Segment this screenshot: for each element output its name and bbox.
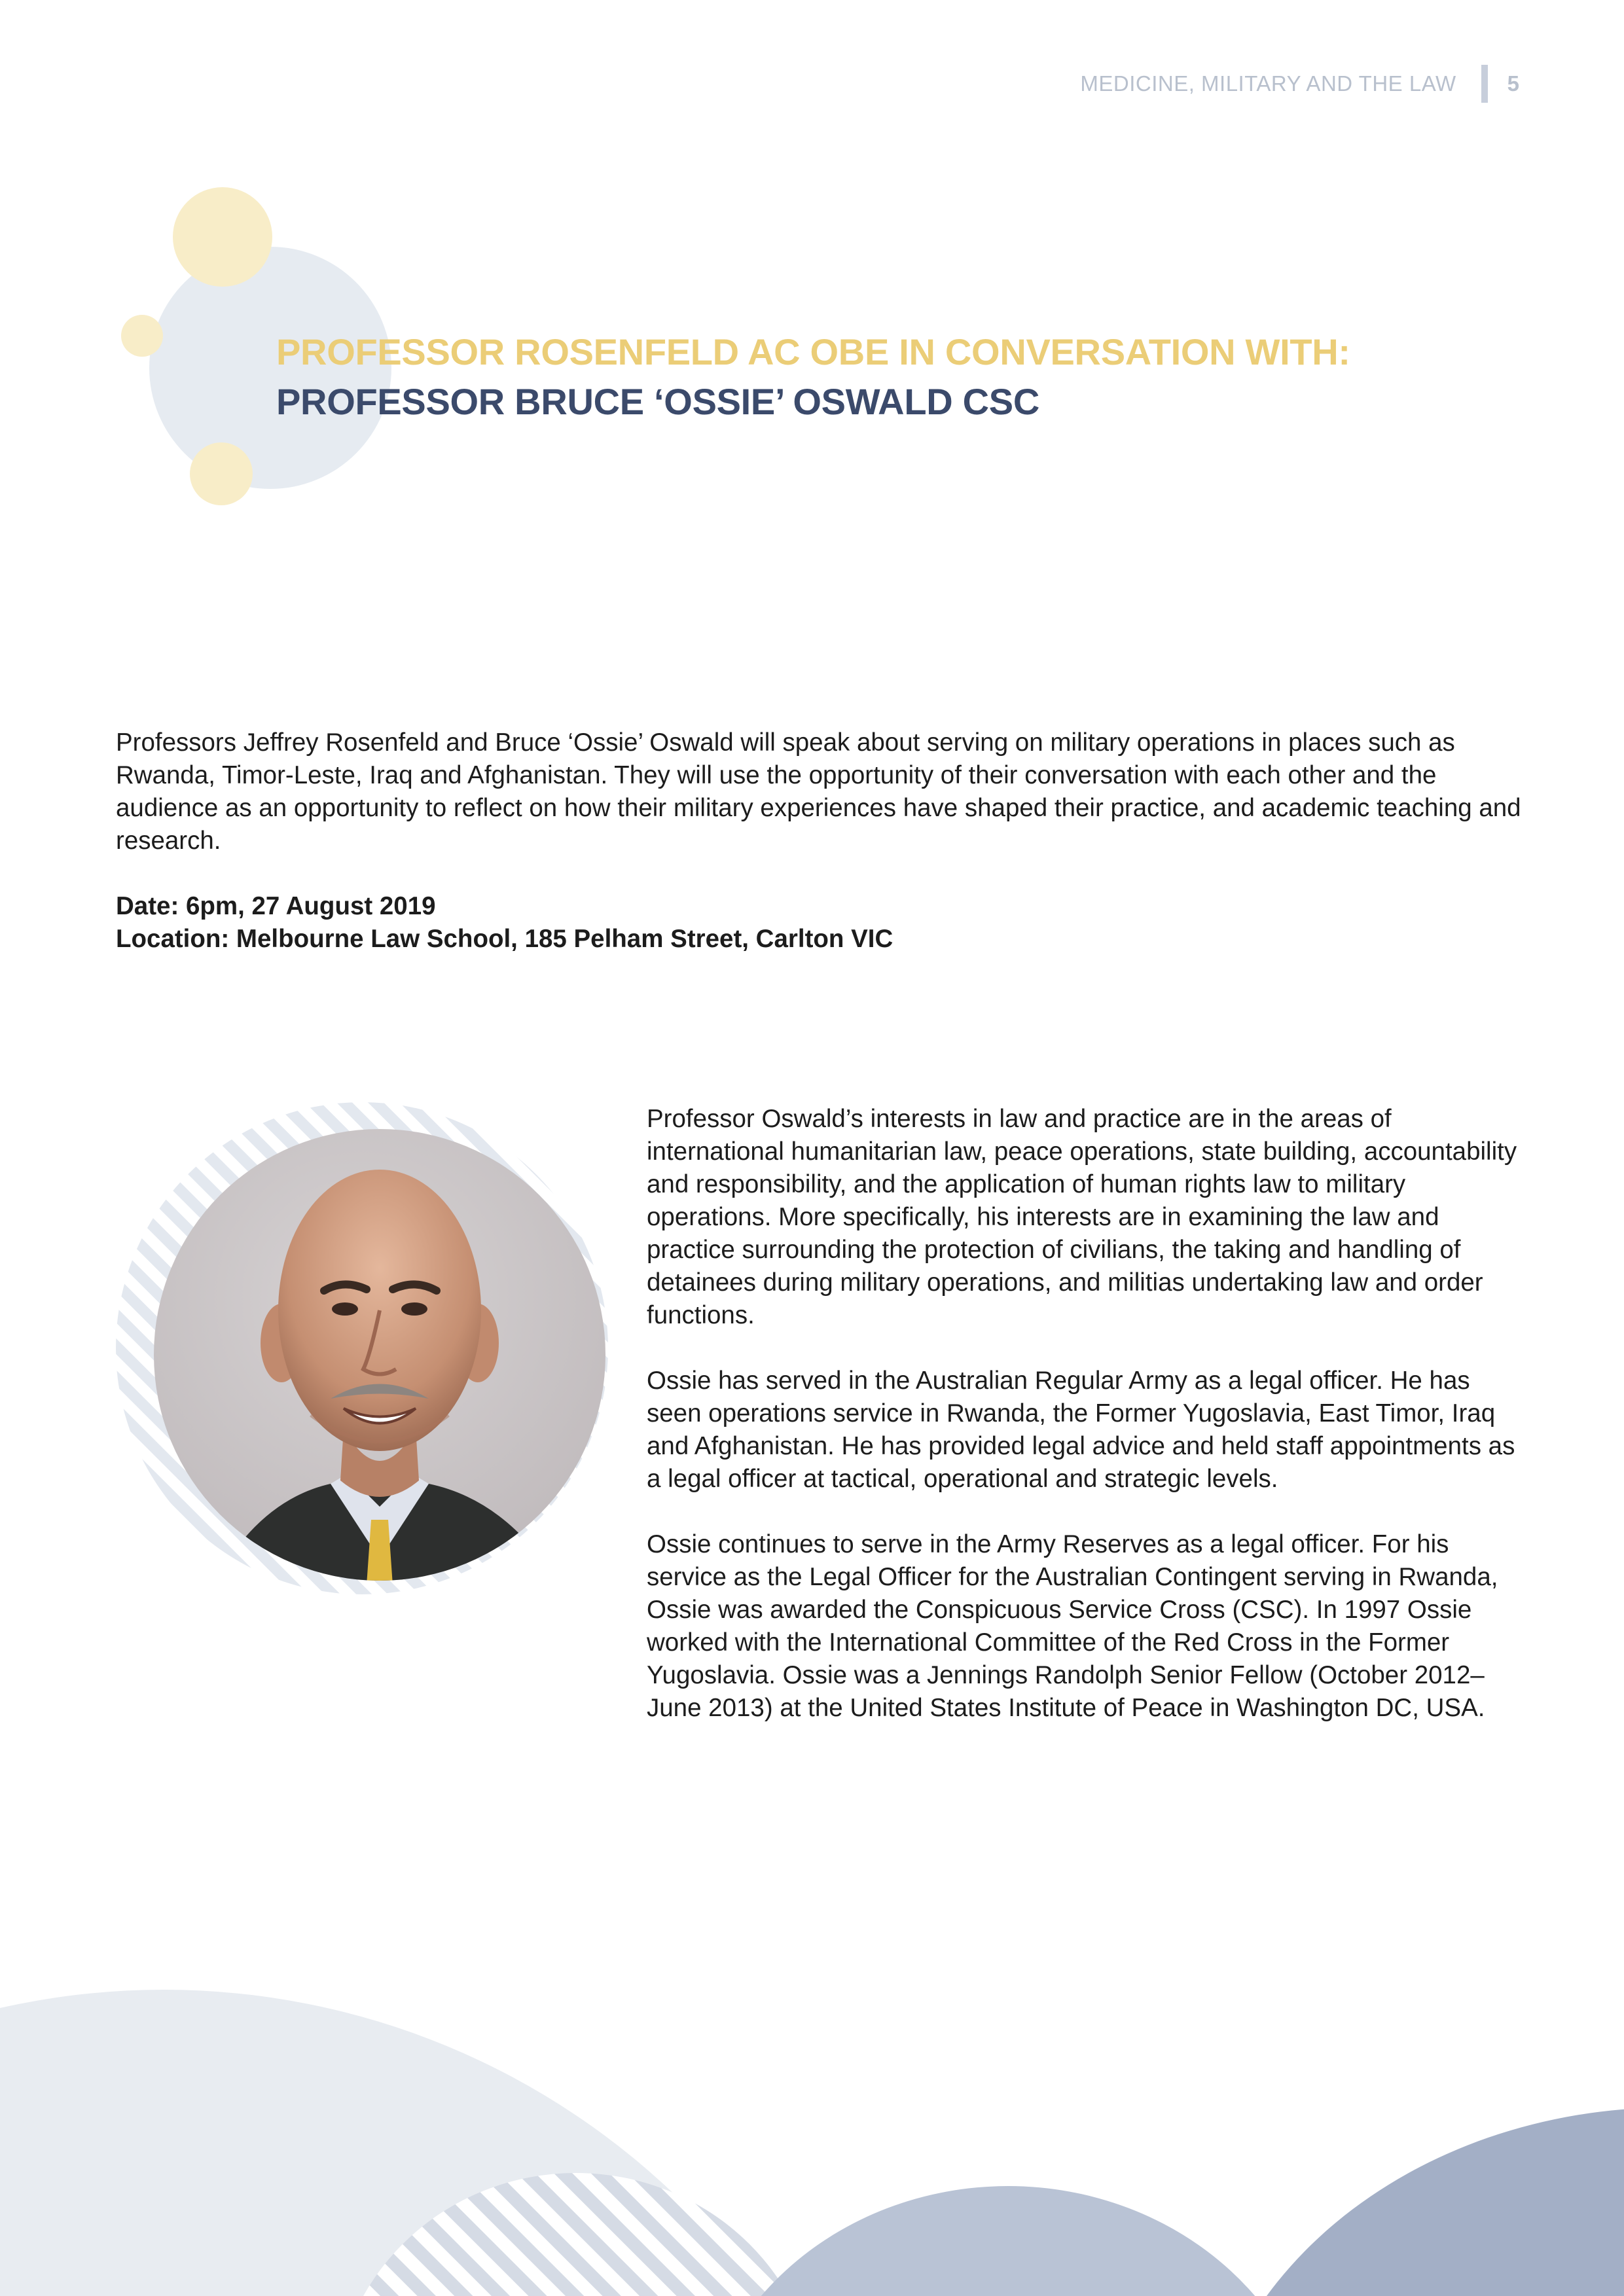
title-line-navy: PROFESSOR BRUCE ‘OSSIE’ OSWALD CSC: [276, 381, 1039, 422]
event-location: Location: Melbourne Law School, 185 Pelham Street, Carlton VIC: [116, 925, 893, 953]
running-header: [1080, 68, 1519, 99]
footer-light-blue-arc: [694, 2186, 1322, 2296]
intro-paragraph: Professors Jeffrey Rosenfeld and Bruce ‘Ossie’ Oswald will speak about serving on military operations in places such as Rwanda, Timor-Leste, Iraq and Afghanistan. They will use the opportunity of their conversation with each other and the audience as an opportunity to reflect on how their military experiences have shaped their practice, and academic teaching and research.: [116, 728, 1521, 855]
portrait-illustration: [115, 1101, 609, 1596]
page-number: 5: [1507, 71, 1519, 96]
bio-paragraph: Professor Oswald’s interests in law and practice are in the areas of international humanitarian law, peace operations, state building, accountability and responsibility, and the application of human rights law to military operations. More specifically, his interests are in examining the law and practice surrounding the protection of civilians, the taking and handling of detainees during military operations, and militias undertaking law and order functions.: [647, 1105, 1517, 1329]
speaker-portrait: [115, 1101, 609, 1596]
header-divider: [1481, 65, 1488, 103]
bio-paragraph: Ossie continues to serve in the Army Reserves as a legal officer. For his service as the Legal Officer for the Australian Contingent serving in Rwanda, Ossie was awarded the Conspicuous Service Cross (CSC). In 1997 Ossie worked with the International Committee of the Red Cross in the Former Yugoslavia. Ossie was a Jennings Randolph Senior Fellow (October 2012–June 2013) at the United States Institute of Peace in Washington DC, USA.: [647, 1530, 1498, 1722]
title-line-gold: PROFESSOR ROSENFELD AC OBE IN CONVERSATION WITH:: [276, 331, 1350, 372]
decorative-yellow-circle-bottom: [190, 442, 253, 505]
decorative-yellow-circle-top: [173, 187, 272, 287]
footer-blue-arc: [1198, 2108, 1624, 2296]
decorative-yellow-circle-left: [121, 315, 163, 357]
footer-decoration: [0, 1990, 1624, 2296]
bio-paragraph: Ossie has served in the Australian Regular Army as a legal officer. He has seen operations service in Rwanda, the Former Yugoslavia, East Timor, Iraq and Afghanistan. He has provided legal advice and held staff appointments as a legal officer at tactical, operational and strategic levels.: [647, 1367, 1515, 1493]
event-date: Date: 6pm, 27 August 2019: [116, 892, 436, 920]
speaker-biography: [647, 1103, 1517, 1757]
running-title: MEDICINE, MILITARY AND THE LAW: [1080, 71, 1456, 96]
event-details: [116, 890, 893, 956]
page-title: [276, 327, 1533, 427]
